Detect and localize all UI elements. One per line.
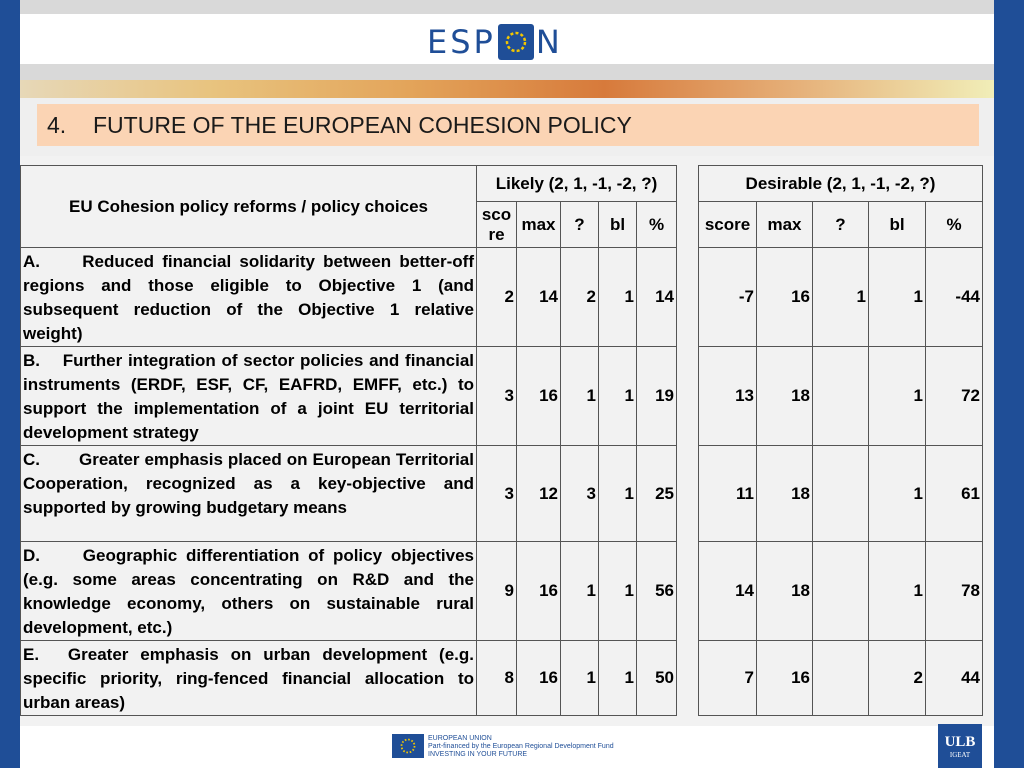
likely-unknown: 1 — [561, 347, 599, 446]
likely-header: Likely (2, 1, -1, -2, ?) — [477, 166, 677, 202]
eu-funding-text — [428, 735, 614, 759]
likely-max: 16 — [517, 347, 561, 446]
policy-choice-a: A. Reduced financial solidarity between better-off regions and those eligible to Objective 1 (and subsequent reduction of the Objective 1 relative weight) — [21, 248, 477, 347]
likely-unknown: 3 — [561, 446, 599, 542]
likely-unknown: 1 — [561, 641, 599, 716]
policy-choice-c: C. Greater emphasis placed on European Territorial Cooperation, recognized as a key-objective and supported by growing budgetary means — [21, 446, 477, 542]
likely-col-max: max — [517, 202, 561, 248]
desirable-bl: 1 — [869, 446, 926, 542]
likely-unknown: 2 — [561, 248, 599, 347]
logo-text-right: N — [535, 23, 563, 61]
likely-col-percent: % — [637, 202, 677, 248]
table-row — [21, 248, 983, 347]
likely-col-score: sco re — [477, 202, 517, 248]
espon-logo — [427, 20, 563, 64]
table-header-row-1 — [21, 166, 983, 202]
desirable-percent: 78 — [926, 542, 983, 641]
logo-text-left: ESP — [427, 23, 496, 61]
desirable-col-score: score — [699, 202, 757, 248]
footer-line-2: Part-financed by the European Regional Development Fund — [428, 743, 614, 750]
policy-choice-e: E. Greater emphasis on urban development (e.g. specific priority, ring-fenced financial allocation to urban areas) — [21, 641, 477, 716]
desirable-unknown — [813, 347, 869, 446]
policy-choice-b: B. Further integration of sector policies and financial instruments (ERDF, ESF, CF, EAFRD, EMFF, etc.) to support the implementation of a joint EU territorial development strategy — [21, 347, 477, 446]
desirable-col-bl: bl — [869, 202, 926, 248]
likely-score: 2 — [477, 248, 517, 347]
likely-percent: 14 — [637, 248, 677, 347]
table-row — [21, 347, 983, 446]
likely-bl: 1 — [599, 542, 637, 641]
footer-line-3: INVESTING IN YOUR FUTURE — [428, 751, 528, 758]
desirable-score: 13 — [699, 347, 757, 446]
desirable-header: Desirable (2, 1, -1, -2, ?) — [699, 166, 983, 202]
row-header-cell: EU Cohesion policy reforms / policy choices — [21, 166, 477, 248]
likely-max: 16 — [517, 641, 561, 716]
section-title-text: FUTURE OF THE EUROPEAN COHESION POLICY — [93, 111, 632, 138]
desirable-max: 16 — [757, 248, 813, 347]
table-row — [21, 542, 983, 641]
likely-max: 14 — [517, 248, 561, 347]
desirable-unknown — [813, 446, 869, 542]
likely-bl: 1 — [599, 446, 637, 542]
policy-choice-d: D. Geographic differentiation of policy objectives (e.g. some areas concentrating on R&D and the knowledge economy, others on sustainable rural development, etc.) — [21, 542, 477, 641]
likely-bl: 1 — [599, 347, 637, 446]
likely-score: 8 — [477, 641, 517, 716]
likely-percent: 25 — [637, 446, 677, 542]
section-title — [37, 104, 979, 146]
desirable-max: 18 — [757, 347, 813, 446]
desirable-percent: -44 — [926, 248, 983, 347]
policy-table — [20, 165, 983, 716]
likely-max: 12 — [517, 446, 561, 542]
likely-col-bl: bl — [599, 202, 637, 248]
left-border-bar — [0, 0, 20, 768]
column-gap — [677, 166, 699, 716]
ulb-logo — [938, 724, 982, 768]
likely-score: 3 — [477, 347, 517, 446]
likely-max: 16 — [517, 542, 561, 641]
desirable-max: 16 — [757, 641, 813, 716]
desirable-percent: 61 — [926, 446, 983, 542]
desirable-percent: 44 — [926, 641, 983, 716]
desirable-unknown: 1 — [813, 248, 869, 347]
table-row — [21, 446, 983, 542]
desirable-unknown — [813, 542, 869, 641]
likely-bl: 1 — [599, 641, 637, 716]
eu-stars-icon — [498, 24, 534, 60]
desirable-col-unknown: ? — [813, 202, 869, 248]
desirable-max: 18 — [757, 542, 813, 641]
likely-col-unknown: ? — [561, 202, 599, 248]
likely-percent: 50 — [637, 641, 677, 716]
desirable-col-percent: % — [926, 202, 983, 248]
desirable-bl: 2 — [869, 641, 926, 716]
section-number: 4. — [47, 111, 67, 138]
desirable-score: 11 — [699, 446, 757, 542]
likely-score: 3 — [477, 446, 517, 542]
desirable-score: -7 — [699, 248, 757, 347]
desirable-col-max: max — [757, 202, 813, 248]
likely-bl: 1 — [599, 248, 637, 347]
ulb-logo-subtext: IGEAT — [949, 751, 971, 759]
likely-score: 9 — [477, 542, 517, 641]
eu-flag-icon — [392, 734, 424, 758]
desirable-bl: 1 — [869, 248, 926, 347]
footer-line-1: EUROPEAN UNION — [428, 735, 492, 742]
desirable-unknown — [813, 641, 869, 716]
likely-percent: 56 — [637, 542, 677, 641]
desirable-score: 14 — [699, 542, 757, 641]
ulb-logo-text: ULB — [944, 734, 976, 750]
desirable-max: 18 — [757, 446, 813, 542]
right-border-bar — [994, 0, 1024, 768]
header-bottom-band — [20, 64, 994, 80]
header-top-band — [20, 0, 994, 14]
desirable-score: 7 — [699, 641, 757, 716]
desirable-bl: 1 — [869, 542, 926, 641]
map-banner — [20, 80, 994, 98]
desirable-bl: 1 — [869, 347, 926, 446]
likely-percent: 19 — [637, 347, 677, 446]
likely-unknown: 1 — [561, 542, 599, 641]
desirable-percent: 72 — [926, 347, 983, 446]
table-row — [21, 641, 983, 716]
